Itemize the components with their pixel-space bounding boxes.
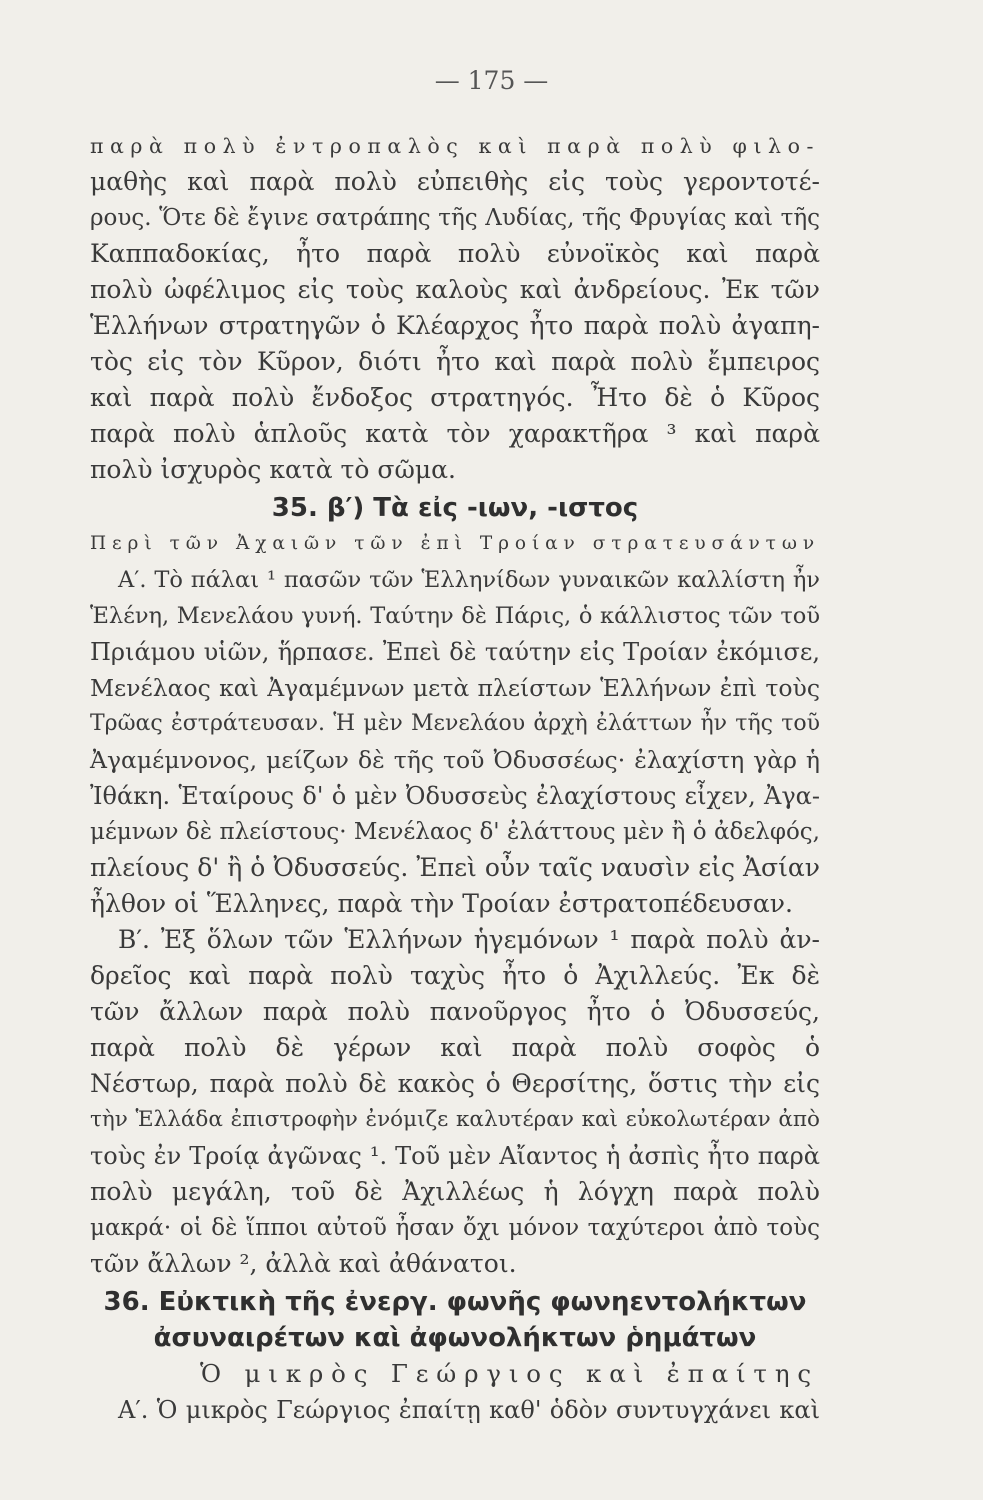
text-line: Α′. Ὁ μικρὸς Γεώργιος ἐπαίτῃ καθ' ὁδὸν συντυγχάνει καὶ: [118, 1396, 820, 1424]
text-line: Νέστωρ, παρὰ πολὺ δὲ κακὸς ὁ Θερσίτης, ὅστις τὴν εἰς: [90, 1069, 820, 1098]
text-line: μακρά· οἱ δὲ ἵπποι αὐτοῦ ἦσαν ὄχι μόνον ταχύτεροι ἀπὸ τοὺς: [90, 1215, 820, 1241]
text-line: μαθὴς καὶ παρὰ πολὺ εὐπειθὴς εἰς τοὺς γεροντοτέ-: [90, 167, 820, 196]
text-line: ἦλθον οἱ Ἕλληνες, παρὰ τὴν Τροίαν ἐστρατοπέδευσαν.: [90, 889, 793, 918]
text-line: Πριάμου υἱῶν, ἥρπασε. Ἐπεὶ δὲ ταύτην εἰς Τροίαν ἐκόμισε,: [90, 638, 820, 666]
text-line: πολὺ ὠφέλιμος εἰς τοὺς καλοὺς καὶ ἀνδρείους. Ἐκ τῶν: [90, 275, 820, 304]
text-line: τοὺς ἐν Τροίᾳ ἀγῶνας ¹. Τοῦ μὲν Αἴαντος ἡ ἀσπὶς ἦτο παρὰ: [90, 1142, 820, 1170]
text-line: πλείους δ' ἢ ὁ Ὀδυσσεύς. Ἐπεὶ οὖν ταῖς ναυσὶν εἰς Ἀσίαν: [90, 853, 820, 882]
section-heading-36: 36. Εὐκτικὴ τῆς ἐνεργ. φωνῆς φωνηεντολήκτων: [103, 1287, 807, 1317]
text-line: τὴν Ἑλλάδα ἐπιστροφὴν ἐνόμιζε καλυτέραν καὶ εὐκολωτέραν ἀπὸ: [90, 1107, 820, 1132]
page-number: — 175 —: [434, 66, 549, 95]
text-line: Τρῶας ἐστράτευσαν. Ἡ μὲν Μενελάου ἀρχὴ ἐλάττων ἦν τῆς τοῦ: [90, 711, 820, 736]
text-line: δρεῖος καὶ παρὰ πολὺ ταχὺς ἦτο ὁ Ἀχιλλεύς. Ἐκ δὲ: [90, 961, 820, 990]
text-line: Α′. Τὸ πάλαι ¹ πασῶν τῶν Ἑλληνίδων γυναικῶν καλλίστη ἦν: [118, 567, 820, 593]
text-line: Μενέλαος καὶ Ἀγαμέμνων μετὰ πλείστων Ἑλλήνων ἐπὶ τοὺς: [90, 674, 820, 702]
text-line: μέμνων δὲ πλείστους· Μενέλαος δ' ἐλάττους μὲν ἢ ὁ ἀδελφός,: [90, 819, 820, 845]
text-line: καὶ παρὰ πολὺ ἔνδοξος στρατηγός. Ἦτο δὲ ὁ Κῦρος: [90, 383, 820, 412]
section-heading-36-cont: ἀσυναιρέτων καὶ ἀφωνολήκτων ῥημάτων: [153, 1323, 757, 1353]
text-line: Ἑλλήνων στρατηγῶν ὁ Κλέαρχος ἦτο παρὰ πολὺ ἀγαπη-: [90, 311, 820, 340]
text-line: ρους. Ὅτε δὲ ἔγινε σατράπης τῆς Λυδίας, τῆς Φρυγίας καὶ τῆς: [90, 205, 820, 231]
text-line: Ἰθάκη. Ἑταίρους δ' ὁ μὲν Ὀδυσσεὺς ἐλαχίστους εἶχεν, Ἀγα-: [90, 782, 820, 810]
text-line: Καππαδοκίας, ἦτο παρὰ πολὺ εὐνοϊκὸς καὶ παρὰ: [90, 239, 820, 268]
text-line: Ἀγαμέμνονος, μείζων δὲ τῆς τοῦ Ὀδυσσέως· ἐλαχίστη γὰρ ἡ: [90, 746, 820, 774]
text-line: παρὰ πολὺ ἁπλοῦς κατὰ τὸν χαρακτῆρα ³ καὶ παρὰ: [90, 419, 820, 448]
text-line: παρὰ πολὺ δὲ γέρων καὶ παρὰ πολὺ σοφὸς ὁ: [90, 1033, 820, 1062]
section-subtitle: Ὁ μικρὸς Γεώργιος καὶ ἐπαίτης: [200, 1359, 819, 1388]
section-heading-35: 35. β′) Τὰ εἰς -ιων, -ιστος: [271, 493, 639, 523]
text-line: πολὺ μεγάλη, τοῦ δὲ Ἀχιλλέως ἡ λόγχη παρὰ πολὺ: [90, 1177, 820, 1206]
text-line: τὸς εἰς τὸν Κῦρον, διότι ἦτο καὶ παρὰ πολὺ ἔμπειρος: [90, 347, 820, 376]
text-line: τῶν ἄλλων παρὰ πολὺ πανοῦργος ἦτο ὁ Ὀδυσσεύς,: [90, 997, 820, 1026]
section-subtitle: Περὶ τῶν Ἀχαιῶν τῶν ἐπὶ Τροίαν στρατευσάντων: [90, 533, 820, 554]
text-line: Ἑλένη, Μενελάου γυνή. Ταύτην δὲ Πάρις, ὁ κάλλιστος τῶν τοῦ: [90, 603, 820, 629]
text-line: Β′. Ἐξ ὅλων τῶν Ἑλλήνων ἡγεμόνων ¹ παρὰ πολὺ ἀν-: [118, 925, 820, 954]
text-line: πολὺ ἰσχυρὸς κατὰ τὸ σῶμα.: [90, 455, 456, 484]
text-line: παρὰ πολὺ ἐντροπαλὸς καὶ παρὰ πολὺ φιλο-: [90, 134, 820, 158]
text-line: τῶν ἄλλων ², ἀλλὰ καὶ ἀθάνατοι.: [90, 1249, 517, 1278]
